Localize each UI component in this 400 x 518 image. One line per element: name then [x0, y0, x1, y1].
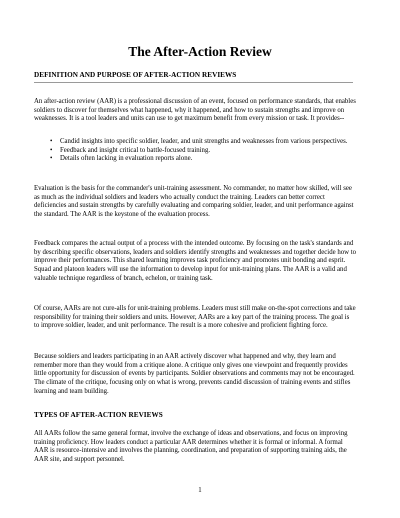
evaluation-paragraph: Evaluation is the basis for the commander's unit-training assessment. No commander, no matter how skilled, will see as much as the individual soldiers and leaders who actually conduct the training. Leaders can better correct deficiencies and sustain strengths by carefully evaluating and comparing soldier, leader, and unit performance against the standard. The AAR is the keystone of the evaluation process. — [34, 185, 354, 219]
section-heading-types: TYPES OF AFTER-ACTION REVIEWS — [34, 411, 163, 419]
list-item-text: Candid insights into specific soldier, leader, and unit strengths and weaknesses from various perspectives. — [60, 138, 348, 145]
critique-paragraph: Because soldiers and leaders participating in an AAR actively discover what happened and why, they learn and remember more than they would from a critique alone. A critique only gives one viewpoint and frequently provides little opportunity for discussion of events by participants. Soldier observations and comments may not be encouraged. The climate of the critique, focusing only on what is wrong, prevents candid discussion of training events and stifles learning and team building. — [34, 353, 355, 395]
provides-list — [34, 138, 356, 164]
section-divider — [34, 82, 353, 83]
bullet-icon: • — [50, 155, 53, 163]
intro-paragraph: An after-action review (AAR) is a professional discussion of an event, focused on performance standards, that enables soldiers to discover for themselves what happened, why it happened, and how to sustain strengths and improve on weaknesses. It is a tool leaders and units can use to get maximum benefit from every mission or task. It provides-- — [34, 98, 356, 123]
list-item-text: Feedback and insight critical to battle-focused training. — [60, 146, 211, 154]
list-item — [34, 155, 356, 164]
feedback-paragraph: Feedback compares the actual output of a process with the intended outcome. By focusing on the task's standards and by describing specific observations, leaders and soldiers identify strengths and weaknesses and together decide how to improve their performances. This shared learning improves task proficiency and promotes unit bonding and esprit. Squad and platoon leaders will use the information to develop input for unit-training plans. The AAR is a valid and valuable technique regardless of branch, echelon, or training task. — [34, 240, 357, 282]
bullet-icon: • — [50, 146, 53, 154]
cure-alls-paragraph: Of course, AARs are not cure-alls for unit-training problems. Leaders must still make on-the-spot corrections and take responsibility for training their soldiers and units. However, AARs are a key part of the training process. The goal is to improve soldier, leader, and unit performance. The result is a more cohesive and proficient fighting force. — [34, 305, 356, 330]
types-paragraph: All AARs follow the same general format, involve the exchange of ideas and observations, and focus on improving training proficiency. How leaders conduct a particular AAR determines whether it is formal or informal. A formal AAR is resource-intensive and involves the planning, coordination, and preparation of supporting training aids, the AAR site, and support personnel. — [34, 430, 348, 464]
document-title: The After-Action Review — [128, 44, 272, 59]
list-item — [34, 138, 356, 147]
section-heading-definition: DEFINITION AND PURPOSE OF AFTER-ACTION REVIEWS — [34, 71, 237, 79]
bullet-icon: • — [50, 138, 53, 145]
list-item — [34, 147, 356, 156]
page-number: 1 — [198, 487, 202, 494]
list-item-text: Details often lacking in evaluation reports alone. — [60, 155, 193, 163]
